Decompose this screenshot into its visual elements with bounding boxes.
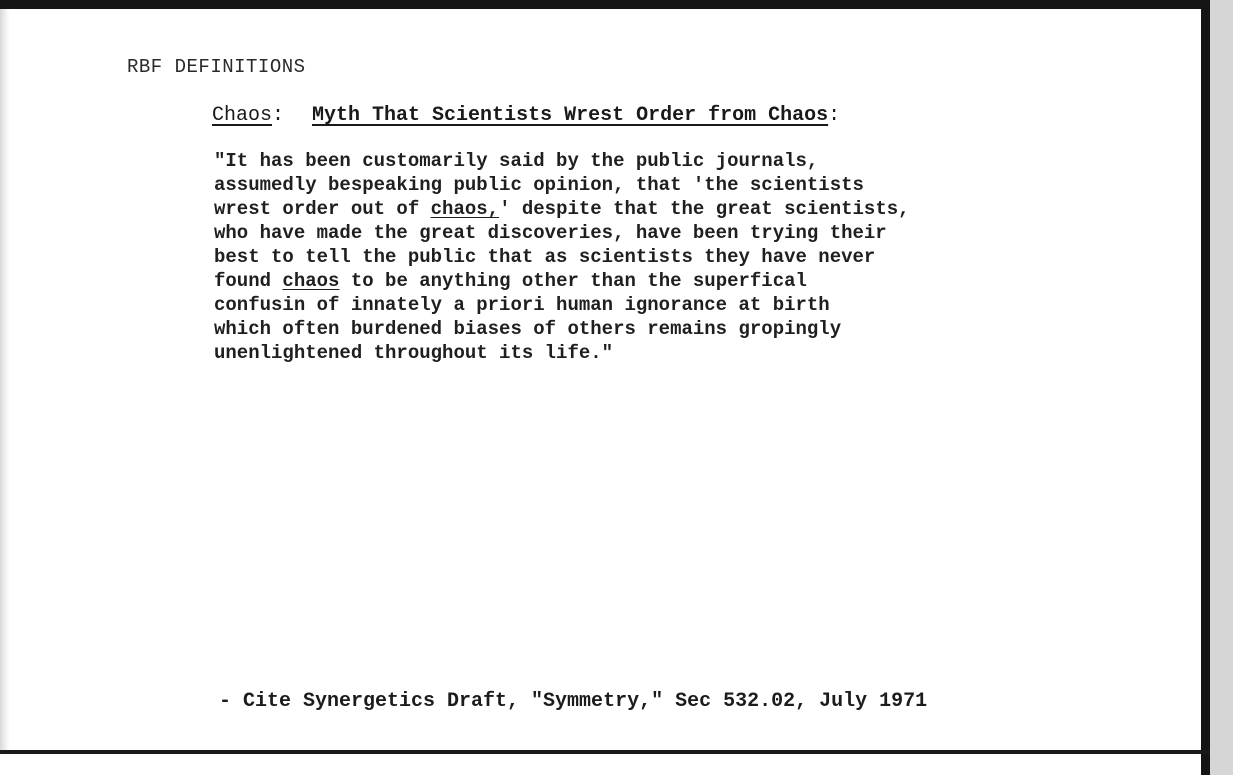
underlined-word: chaos: [282, 270, 340, 292]
entry-term-colon: :: [272, 104, 285, 127]
section-header: RBF DEFINITIONS: [127, 56, 306, 78]
entry-heading: [212, 104, 840, 127]
next-card-edge: [0, 754, 1201, 775]
quote-fragment: ' despite that the great scientists,: [499, 198, 910, 220]
quote-fragment: wrest order out of: [214, 198, 431, 220]
quote-fragment: found: [214, 270, 283, 292]
scan-margin: [1210, 0, 1233, 775]
quote-line: which often burdened biases of others remains gropingly: [214, 318, 842, 340]
quote-line: who have made the great discoveries, have been trying their: [214, 222, 887, 244]
quote-body: [214, 149, 1114, 365]
citation: - Cite Synergetics Draft, "Symmetry," Sec 532.02, July 1971: [219, 690, 928, 713]
underlined-word: chaos,: [430, 198, 500, 220]
quote-line: [214, 197, 1114, 221]
quote-line: confusin of innately a priori human ignorance at birth: [214, 294, 830, 316]
quote-fragment: to be anything other than the superfical: [339, 270, 807, 292]
card-right-border: [1201, 0, 1210, 775]
entry-title-colon: :: [828, 104, 841, 127]
quote-line: best to tell the public that as scientists they have never: [214, 246, 876, 268]
card-left-edge: [0, 0, 10, 775]
card-top-border: [0, 0, 1210, 9]
quote-line: [214, 269, 1114, 293]
entry-title: Myth That Scientists Wrest Order from Chaos: [312, 104, 829, 127]
quote-line: assumedly bespeaking public opinion, that 'the scientists: [214, 174, 864, 196]
quote-line: "It has been customarily said by the public journals,: [214, 150, 819, 172]
quote-line: unenlightened throughout its life.": [214, 342, 614, 364]
entry-term: Chaos: [212, 104, 273, 127]
